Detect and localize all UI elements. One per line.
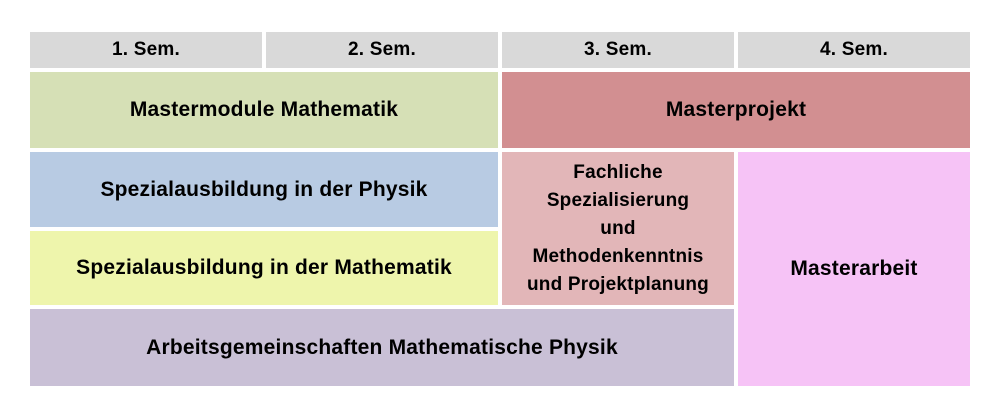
header-semester-1: 1. Sem. [30,32,262,68]
module-arbeitsgemeinschaften-mathematische-physik: Arbeitsgemeinschaften Mathematische Physik [30,309,734,386]
text-line: Fachliche [573,161,663,183]
header-semester-2: 2. Sem. [266,32,498,68]
semester-plan-grid [30,32,970,386]
module-spezialausbildung-mathematik: Spezialausbildung in der Mathematik [30,231,498,305]
text-line: und Projektplanung [527,273,709,295]
module-masterprojekt: Masterprojekt [502,72,970,148]
header-semester-4: 4. Sem. [738,32,970,68]
module-mastermodule-mathematik: Mastermodule Mathematik [30,72,498,148]
text-line: und [600,217,636,239]
module-spezialausbildung-physik: Spezialausbildung in der Physik [30,152,498,227]
text-line: Spezialisierung [546,189,690,211]
text-line: Methodenkenntnis [532,245,704,267]
module-fachliche-spezialisierung [502,152,734,305]
header-semester-3: 3. Sem. [502,32,734,68]
module-fachliche-text [527,159,709,299]
module-masterarbeit: Masterarbeit [738,152,970,386]
